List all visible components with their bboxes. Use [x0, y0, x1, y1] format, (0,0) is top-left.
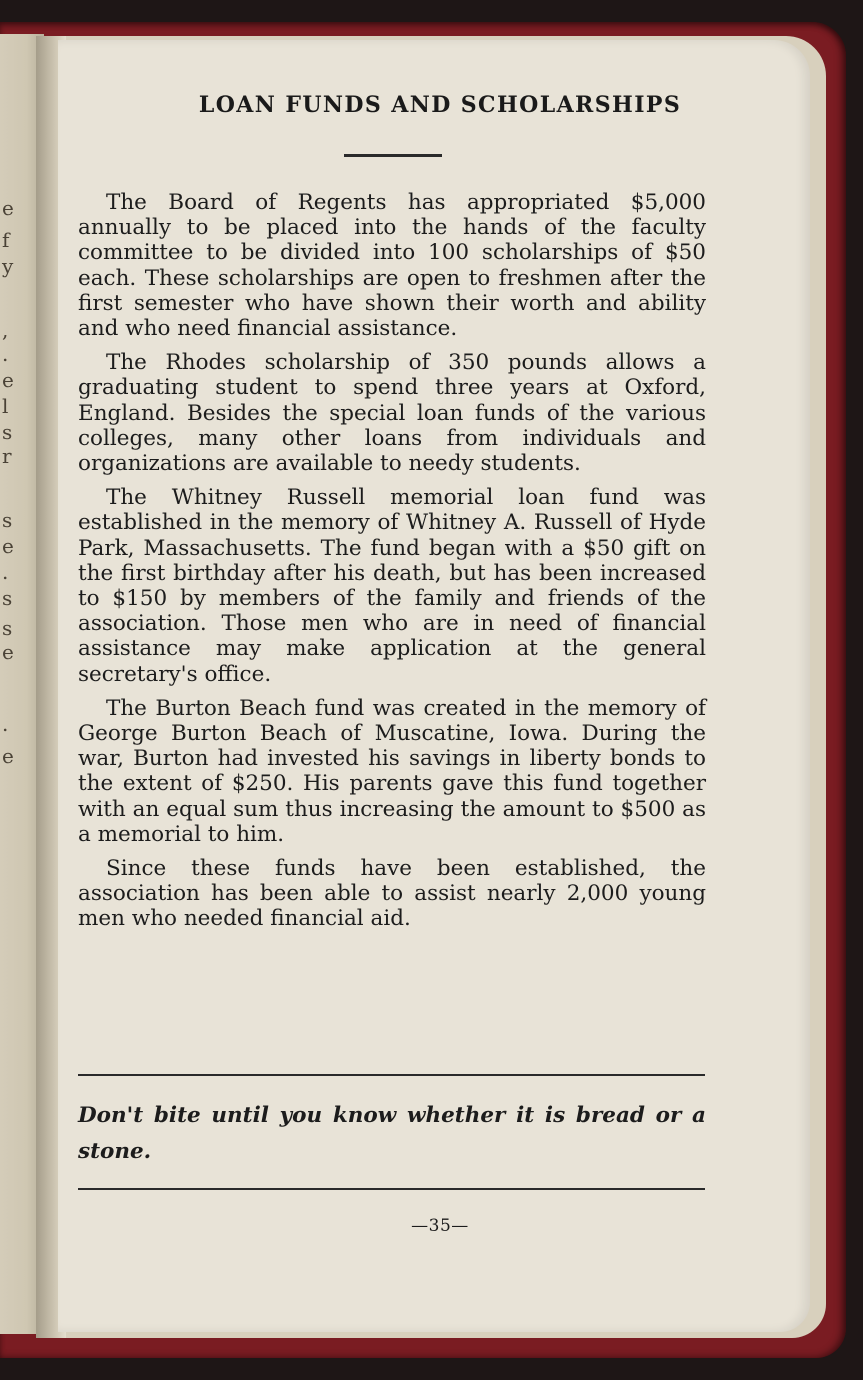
left-page-letter: e	[2, 196, 14, 220]
left-page-letter: .	[2, 712, 9, 736]
left-page-letter: .	[2, 342, 9, 366]
left-page-letter: e	[2, 640, 14, 664]
page-title: LOAN FUNDS AND SCHOLARSHIPS	[198, 92, 682, 118]
left-page-letter: e	[2, 368, 14, 392]
left-page-letter: e	[2, 534, 14, 558]
left-page-letter: r	[2, 444, 12, 468]
left-page-letter: s	[2, 420, 13, 444]
left-page-letter: s	[2, 616, 13, 640]
left-page-letter: .	[2, 560, 9, 584]
left-page-letter: y	[2, 254, 14, 278]
page-number: —35—	[411, 1216, 469, 1236]
paragraph: The Burton Beach fund was created in the memory of George Burton Beach of Muscatine, Iowa. During the war, Burton had invested his savings in liberty bonds to the extent of $250. His parents gave this fund together with an equal sum thus increasing the amount to $500 as a memorial to him.	[78, 695, 706, 847]
quote: Don't bite until you know whether it is bread or a stone.	[78, 1103, 706, 1164]
quote-top-rule	[78, 1074, 705, 1076]
title-divider	[344, 154, 442, 157]
quote-bottom-rule	[78, 1188, 705, 1190]
left-page-letter: s	[2, 508, 13, 532]
paragraph: The Whitney Russell memorial loan fund was established in the memory of Whitney A. Russell of Hyde Park, Massachusetts. The fund began with a $50 gift on the first birthday after his death, but has been increased to $150 by members of the family and friends of the association. Those men who are in need of financial assistance may make application at the general secretary's office.	[78, 485, 706, 687]
left-page-letter: s	[2, 586, 13, 610]
page-body	[78, 190, 706, 941]
left-page-letter: f	[2, 228, 10, 252]
left-page-letter: l	[2, 394, 9, 418]
paragraph: The Board of Regents has appropriated $5,000 annually to be placed into the hands of the faculty committee to be divided into 100 scholarships of $50 each. These scholarships are open to freshmen after the first semester who have shown their worth and ability and who need financial assistance.	[78, 190, 706, 342]
paragraph: The Rhodes scholarship of 350 pounds allows a graduating student to spend three years at Oxford, England. Besides the special loan funds of the various colleges, many other loans from individuals and organizations are available to needy students.	[78, 350, 706, 477]
left-page-letter: ,	[2, 318, 9, 342]
book-page	[58, 40, 810, 1332]
left-page-letter: e	[2, 744, 14, 768]
paragraph: Since these funds have been established, the association has been able to assist nearly 2,000 young men who needed financial aid.	[78, 856, 706, 932]
